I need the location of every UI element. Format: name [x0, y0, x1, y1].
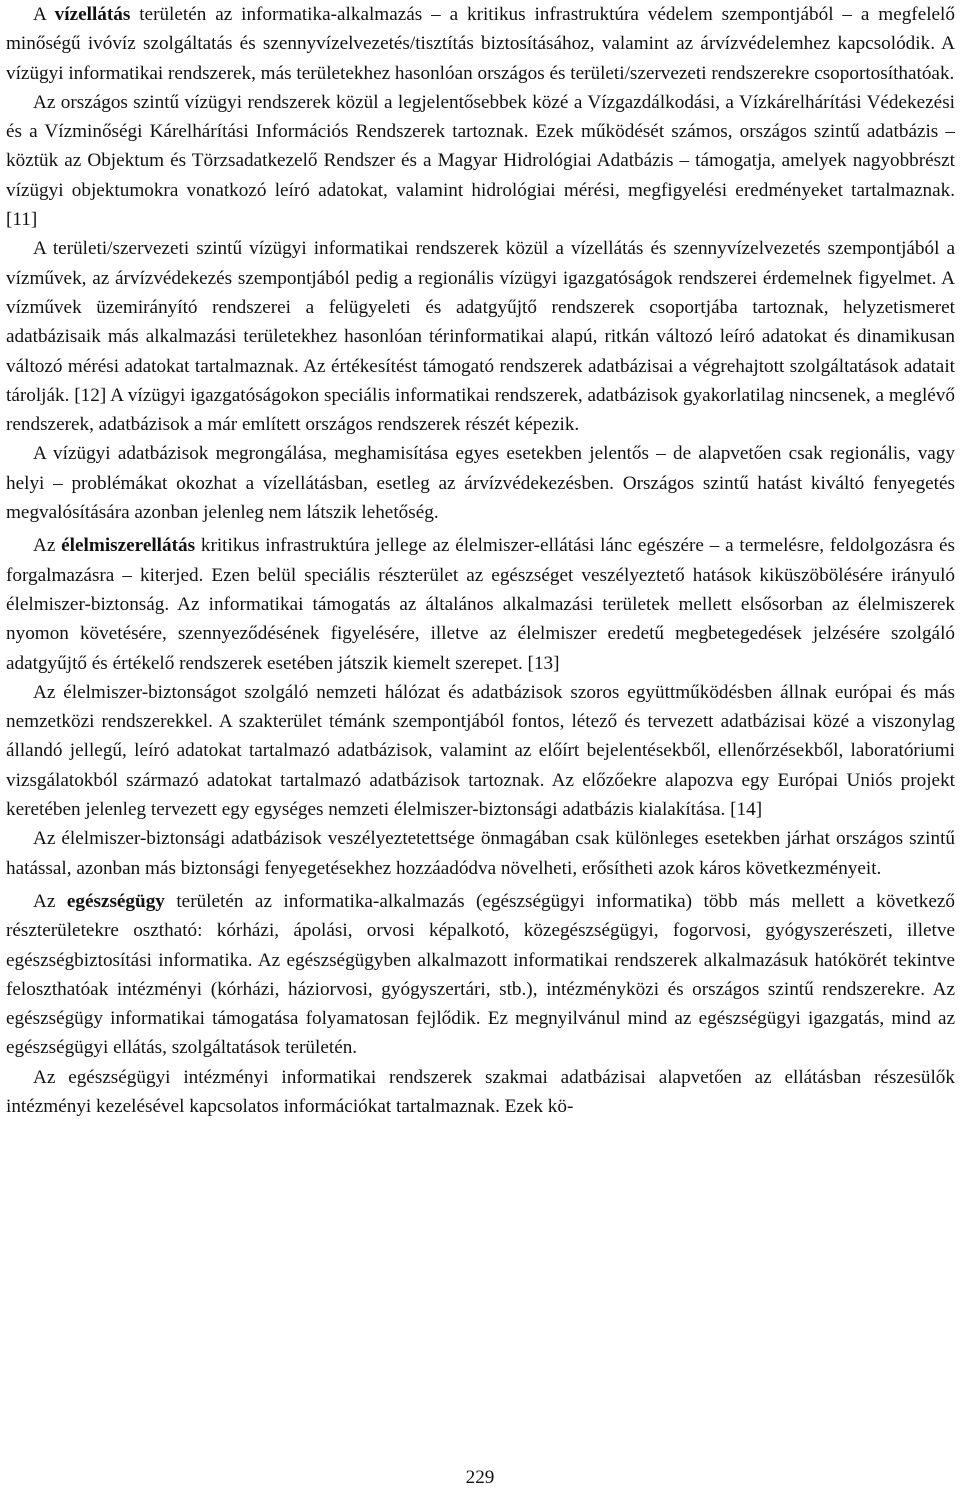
paragraph [6, 531, 955, 677]
paragraph [6, 234, 955, 439]
paragraph [6, 439, 955, 527]
body-text [6, 0, 955, 1121]
paragraph-text: területén az informatika-alkalmazás – a kritikus infrastruktúra védelem szempontjából – a megfelelő minőségű ivóvíz szolgáltatás és szennyvízelvezetés/tisztítás biztosításához, valamint az árvízvédelemhez kapcsolódik. A vízügyi informatikai rendszerek, más területekhez hasonlóan országos és területi/szervezeti rendszerekre csoportosíthatóak. [6, 4, 955, 84]
paragraph-text: Az [33, 535, 62, 557]
paragraph-text: Az élelmiszer-biztonsági adatbázisok veszélyeztetettsége önmagában csak különleges esetekben járhat országos szintű hatással, azonban más biztonsági fenyegetésekhez hozzáadódva növelheti, erősítheti azok káros következményeit. [6, 828, 955, 879]
paragraph-text: Az egészségügyi intézményi informatikai rendszerek szakmai adatbázisai alapvetően az ellátásban részesülők intézményi kezelésével kapcsolatos információkat tartalmaznak. Ezek kö- [6, 1066, 955, 1117]
paragraph-text: Az országos szintű vízügyi rendszerek közül a legjelentősebbek közé a Vízgazdálkodási, a Vízkárelhárítási Védekezési és a Vízminőségi Kárelhárítási Információs Rendszerek tartoznak. Ezek működését számos, országos szintű adatbázis – köztük az Objektum és Törzsadatkezelő Rendszer és a Magyar Hidrológiai Adatbázis – támogatja, amelyek nagyobbrészt vízügyi objektumokra vonatkozó leíró adatokat, valamint hidrológiai mérési, megfigyelési eredményeket tartalmaznak. [11] [6, 91, 955, 231]
paragraph-text: Az élelmiszer-biztonságot szolgáló nemzeti hálózat és adatbázisok szoros együttműködésben állnak európai és más nemzetközi rendszerekkel. A szakterület témánk szempontjából fontos, létező és tervezett adatbázisai közé a viszonylag állandó jellegű, leíró adatokat tartalmazó adatbázisok, valamint az előírt bejelentésekből, ellenőrzésekből, laboratóriumi vizsgálatokból származó adatokat tartalmazó adatbázisok tartoznak. Az előzőekre alapozva egy Európai Uniós projekt keretében jelenleg tervezett egy egységes nemzeti élelmiszer-biztonsági adatbázis kialakítása. [14] [6, 681, 955, 821]
paragraph [6, 0, 955, 88]
paragraph-text: területén az informatika-alkalmazás (egészségügyi informatika) több más mellett a következő részterületekre osztható: kórházi, ápolási, orvosi képalkotó, közegészségügyi, fogorvosi, gyógyszerészeti, illetve egészségbiztosítási informatika. Az egészségügyben alkalmazott informatikai rendszerek alkalmazásuk hatókörét tekintve feloszthatóak intézményi (kórházi, háziorvosi, gyógyszertári, stb.), intézményközi és országos szintű rendszerekre. Az egészségügy informatikai támogatása folyamatosan fejlődik. Ez megnyilvánul mind az egészségügyi igazgatás, mind az egészségügyi ellátás, szolgáltatások területén. [6, 890, 955, 1059]
paragraph [6, 887, 955, 1063]
emphasized-term: vízellátás [54, 4, 131, 25]
paragraph-text: Az [33, 890, 67, 912]
page-number: 229 [465, 1467, 495, 1488]
paragraph [6, 824, 955, 883]
emphasized-term: egészségügy [66, 890, 165, 912]
paragraph-text: kritikus infrastruktúra jellege az élelmiszer-ellátási lánc egészére – a termelésre, feldolgozásra és forgalmazásra – kiterjed. Ezen belül speciális részterület az egészséget veszélyeztető hatások kiküszöbölésére irányuló élelmiszer-biztonság. Az informatikai támogatás az általános alkalmazási területek mellett elsősorban az élelmiszerek nyomon követésére, szennyeződésének figyelésére, illetve az élelmiszer eredetű megbetegedések jelzésére szolgáló adatgyűjtő és értékelő rendszerek esetében játszik kiemelt szerepet. [13] [6, 535, 955, 674]
paragraph-text: A [33, 4, 55, 25]
paragraph-text: A területi/szervezeti szintű vízügyi informatikai rendszerek közül a vízellátás és szennyvízelvezetés szempontjából a vízművek, az árvízvédekezés szempontjából pedig a regionális vízügyi igazgatóságok rendszerei érdemelnek figyelmet. A vízművek üzemirányító rendszerei a felügyeleti és adatgyűjtő rendszerek csoportjába tartoznak, helyzetismeret adatbázisaik más alkalmazási területekhez hasonlóan térinformatikai alapú, ritkán változó leíró adatokat és dinamikusan változó mérési adatokat tartalmaznak. Az értékesítést támogató rendszerek adatbázisai a végrehajtott szolgáltatások adatait tárolják. [12] A vízügyi igazgatóságokon speciális informatikai rendszerek, adatbázisok gyakorlatilag nincsenek, a meglévő rendszerek, adatbázisok a már említett országos rendszerek részét képezik. [6, 238, 955, 436]
emphasized-term: élelmiszerellátás [61, 535, 196, 557]
paragraph-text: A vízügyi adatbázisok megrongálása, meghamisítása egyes esetekben jelentős – de alapvetően csak regionális, vagy helyi – problémákat okozhat a vízellátásban, esetleg az árvízvédekezésben. Országos szintű hatást kiváltó fenyegetés megvalósítására azonban jelenleg nem látszik lehetőség. [6, 443, 955, 524]
paragraph [6, 88, 955, 234]
paragraph [6, 678, 955, 824]
paragraph [6, 1063, 955, 1122]
